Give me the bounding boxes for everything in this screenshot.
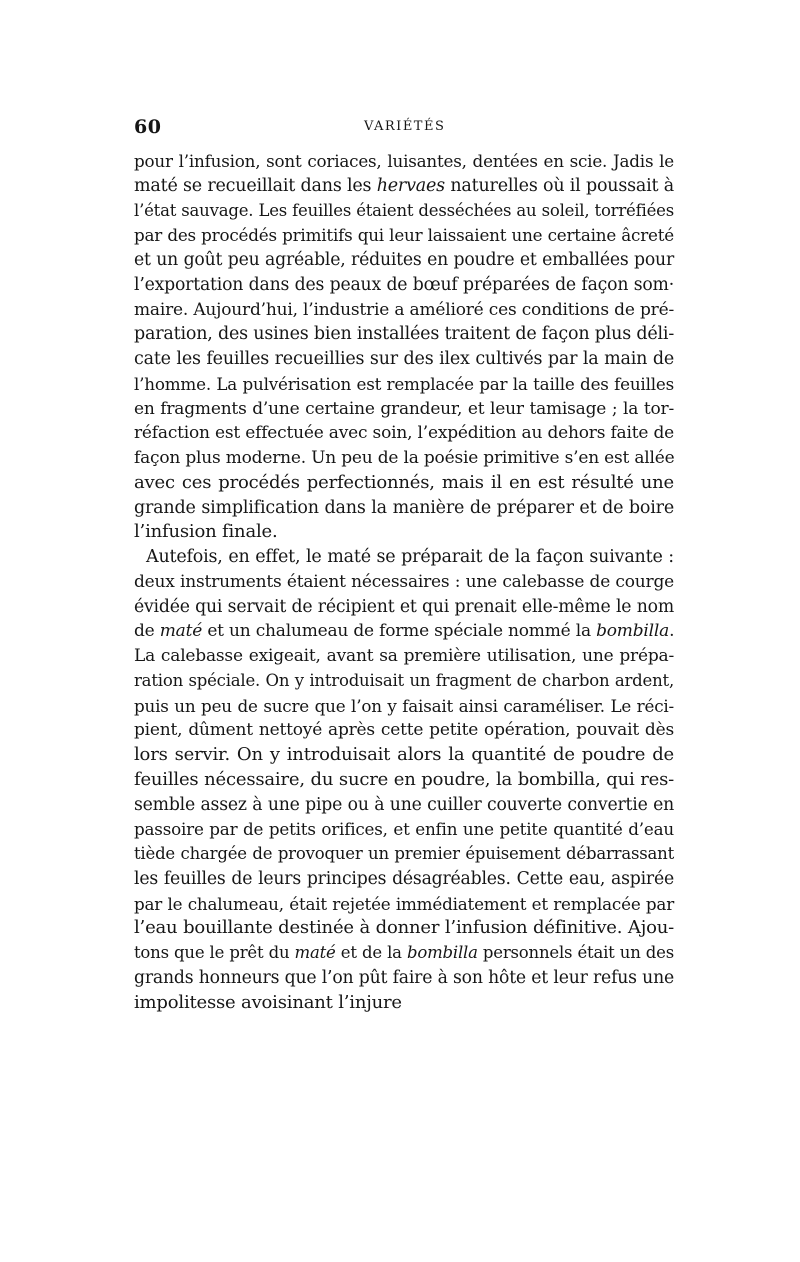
text-line: de maté et un chalumeau de forme spéciale nommé la bombilla. [134, 621, 675, 642]
text-line: tiède chargée de provoquer un premier épuisement débarrassant [134, 844, 674, 863]
text-line: feuilles nécessaire, du sucre en poudre, la bombilla, qui res- [134, 768, 674, 790]
text-line: cate les feuilles recueillies sur des ilex cultivés par la main de [134, 349, 674, 369]
text-line: semble assez à une pipe ou à une cuiller couverte convertie en [134, 794, 674, 815]
running-head: VARIÉTÉS [364, 119, 446, 134]
text-line: impolitesse avoisinant l’injure [134, 991, 402, 1013]
italic-term: hervaes [376, 175, 445, 196]
text-line: par des procédés primitifs qui leur laissaient une certaine âcreté [134, 225, 674, 246]
text-line: réfaction est effectuée avec soin, l’expédition au dehors faite de [134, 423, 674, 444]
text-line: façon plus moderne. Un peu de la poésie primitive s’en est allée [134, 448, 675, 468]
text-line: l’infusion finale. [134, 521, 278, 543]
text-line: puis un peu de sucre que l’on y faisait ainsi caraméliser. Le réci- [134, 695, 674, 716]
text-line: ration spéciale. On y introduisait un fragment de charbon ardent, [134, 670, 674, 690]
text-line: par le chalumeau, était rejetée immédiatement et remplacée par [134, 893, 674, 914]
italic-term: bombilla [406, 943, 478, 962]
text-line: avec ces procédés perfectionnés, mais il en est résulté une [134, 471, 674, 493]
page-header [134, 116, 674, 144]
text-line: paration, des usines bien installées traitent de façon plus déli- [134, 324, 675, 345]
page-number: 60 [134, 116, 162, 138]
text-line: Autefois, en effet, le maté se préparait de la façon suivante : [146, 547, 674, 567]
italic-term: bombilla [596, 621, 670, 642]
text-line: tons que le prêt du maté et de la bombilla personnels était un des [134, 943, 674, 962]
text-line: La calebasse exigeait, avant sa première utilisation, une prépa- [134, 646, 674, 666]
italic-term: maté [294, 943, 336, 962]
text-line: l’eau bouillante destinée à donner l’infusion définitive. Ajou- [134, 917, 674, 939]
text-line: grande simplification dans la manière de préparer et de boire [134, 497, 674, 518]
body-text [134, 149, 674, 1015]
text-line: maté se recueillait dans les hervaes naturelles où il poussait à [134, 175, 674, 196]
text-line: l’état sauvage. Les feuilles étaient desséchées au soleil, torréfiées [134, 200, 674, 220]
italic-term: maté [159, 621, 203, 642]
text-line: passoire par de petits orifices, et enfin une petite quantité d’eau [134, 819, 674, 840]
text-line: deux instruments étaient nécessaires : une calebasse de courge [134, 571, 674, 592]
text-line: en fragments d’une certaine grandeur, et leur tamisage ; la tor- [134, 398, 674, 419]
text-line: pient, dûment nettoyé après cette petite opération, pouvait dès [134, 720, 674, 741]
text-line: et un goût peu agréable, réduites en poudre et emballées pour [134, 250, 674, 270]
text-line: pour l’infusion, sont coriaces, luisantes, dentées en scie. Jadis le [134, 151, 674, 171]
text-line: l’homme. La pulvérisation est remplacée par la taille des feuilles [134, 373, 674, 394]
text-line: les feuilles de leurs principes désagréables. Cette eau, aspirée [134, 868, 674, 889]
text-line: grands honneurs que l’on pût faire à son hôte et leur refus une [134, 967, 674, 988]
text-line: évidée qui servait de récipient et qui prenait elle-même le nom [134, 596, 674, 617]
text-line: maire. Aujourd’hui, l’industrie a amélioré ces conditions de pré- [134, 299, 674, 320]
text-line: lors servir. On y introduisait alors la quantité de poudre de [134, 744, 674, 765]
text-line: l’exportation dans des peaux de bœuf préparées de façon som· [134, 274, 674, 295]
